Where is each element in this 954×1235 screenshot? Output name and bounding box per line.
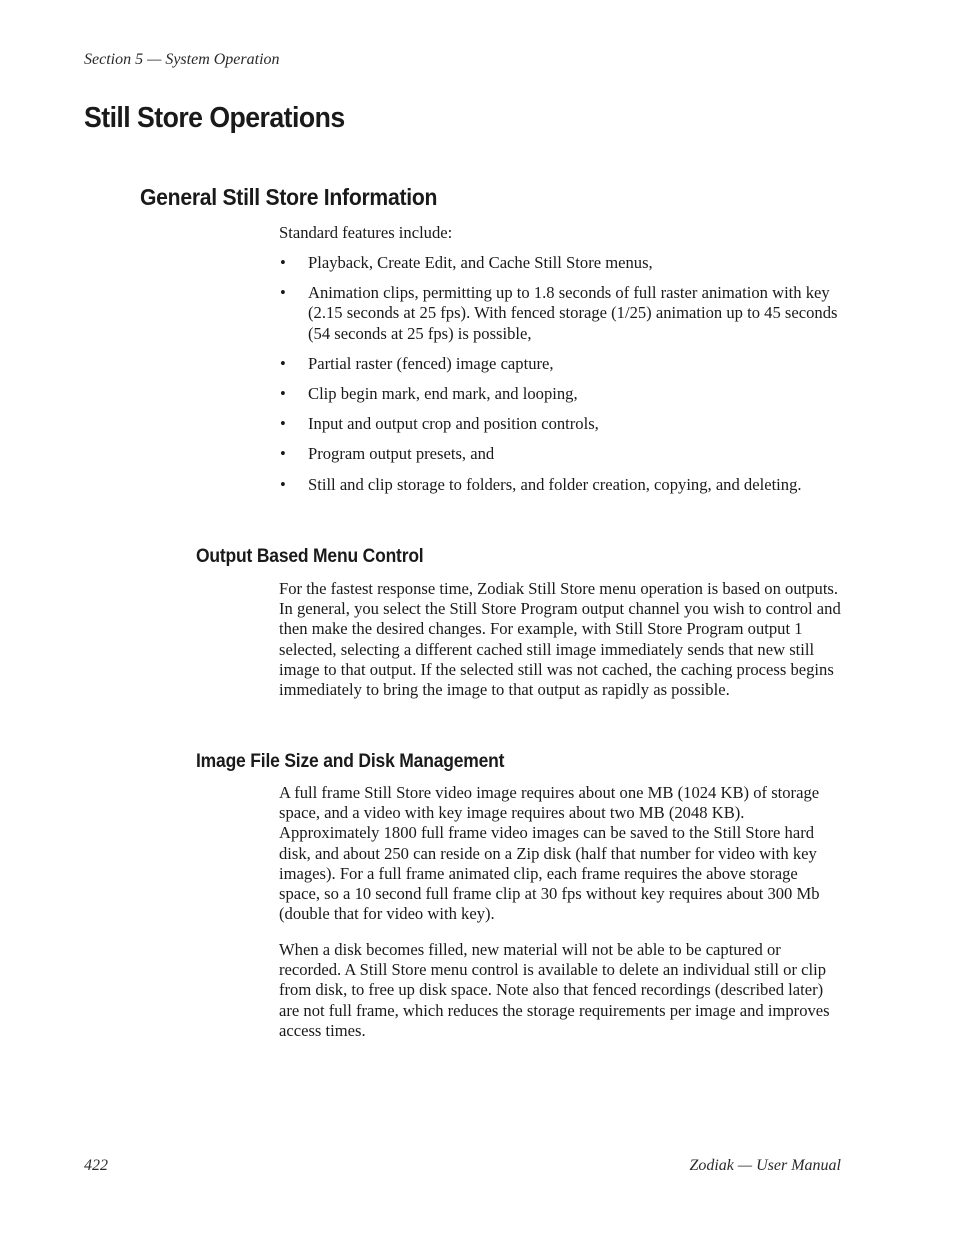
bullet-icon: • <box>280 353 286 373</box>
list-item <box>279 384 841 404</box>
list-item <box>279 354 841 374</box>
section-heading-output-control: Output Based Menu Control <box>196 546 424 567</box>
disk-management-paragraph-1: A full frame Still Store video image requires about one MB (1024 KB) of storage space, and a video with key image requires about two MB (2048 KB). Approximately 1800 full frame video images can be saved to the Still Store hard disk, and about 250 can reside on a Zip disk (half that number for video with key images). For a full frame animated clip, each frame requires the above storage space, so a 10 second full frame clip at 30 fps without key requires about 300 Mb (double that for video with key). <box>279 783 820 924</box>
list-item <box>279 414 841 434</box>
list-item <box>279 283 841 344</box>
page-title: Still Store Operations <box>84 102 345 134</box>
bullet-icon: • <box>280 474 286 494</box>
list-item <box>279 475 841 495</box>
features-list <box>279 253 841 505</box>
page-number: 422 <box>84 1157 108 1174</box>
list-item-text: Clip begin mark, end mark, and looping, <box>308 384 578 404</box>
list-item-text: Program output presets, and <box>308 444 495 464</box>
bullet-icon: • <box>280 414 286 434</box>
list-item-text: Input and output crop and position controls, <box>308 414 599 434</box>
bullet-icon: • <box>280 384 286 404</box>
bullet-icon: • <box>280 444 286 464</box>
section-heading-general: General Still Store Information <box>140 184 438 210</box>
list-item-text: Partial raster (fenced) image capture, <box>308 353 554 373</box>
list-item-text: Playback, Create Edit, and Cache Still Store menus, <box>308 253 653 272</box>
list-item-text: Animation clips, permitting up to 1.8 seconds of full raster animation with key (2.15 seconds at 25 fps). With fenced storage (1/25) animation up to 45 seconds (54 seconds at 25 fps) is possible, <box>308 283 838 343</box>
list-item <box>279 253 841 273</box>
bullet-icon: • <box>280 253 286 272</box>
list-item <box>279 444 841 464</box>
features-intro: Standard features include: <box>279 223 453 242</box>
list-item-text: Still and clip storage to folders, and folder creation, copying, and deleting. <box>308 474 802 494</box>
disk-management-paragraph-2: When a disk becomes filled, new material will not be able to be captured or recorded. A Still Store menu control is available to delete an individual still or clip from disk, to free up disk space. Note also that fenced recordings (described later) are not full frame, which reduces the storage requirements per image and improves access times. <box>279 940 830 1040</box>
bullet-icon: • <box>280 283 286 303</box>
running-head: Section 5 — System Operation <box>84 51 280 68</box>
manual-title: Zodiak — User Manual <box>689 1157 841 1174</box>
output-control-paragraph: For the fastest response time, Zodiak Still Store menu operation is based on outputs. In general, you select the Still Store Program output channel you wish to control and then make the desired changes. For example, with Still Store Program output 1 selected, selecting a different cached still image immediately sends that new still image to that output. If the selected still was not cached, the caching process begins immediately to bring the image to that output as rapidly as possible. <box>279 579 841 700</box>
section-heading-disk-management: Image File Size and Disk Management <box>196 751 505 772</box>
